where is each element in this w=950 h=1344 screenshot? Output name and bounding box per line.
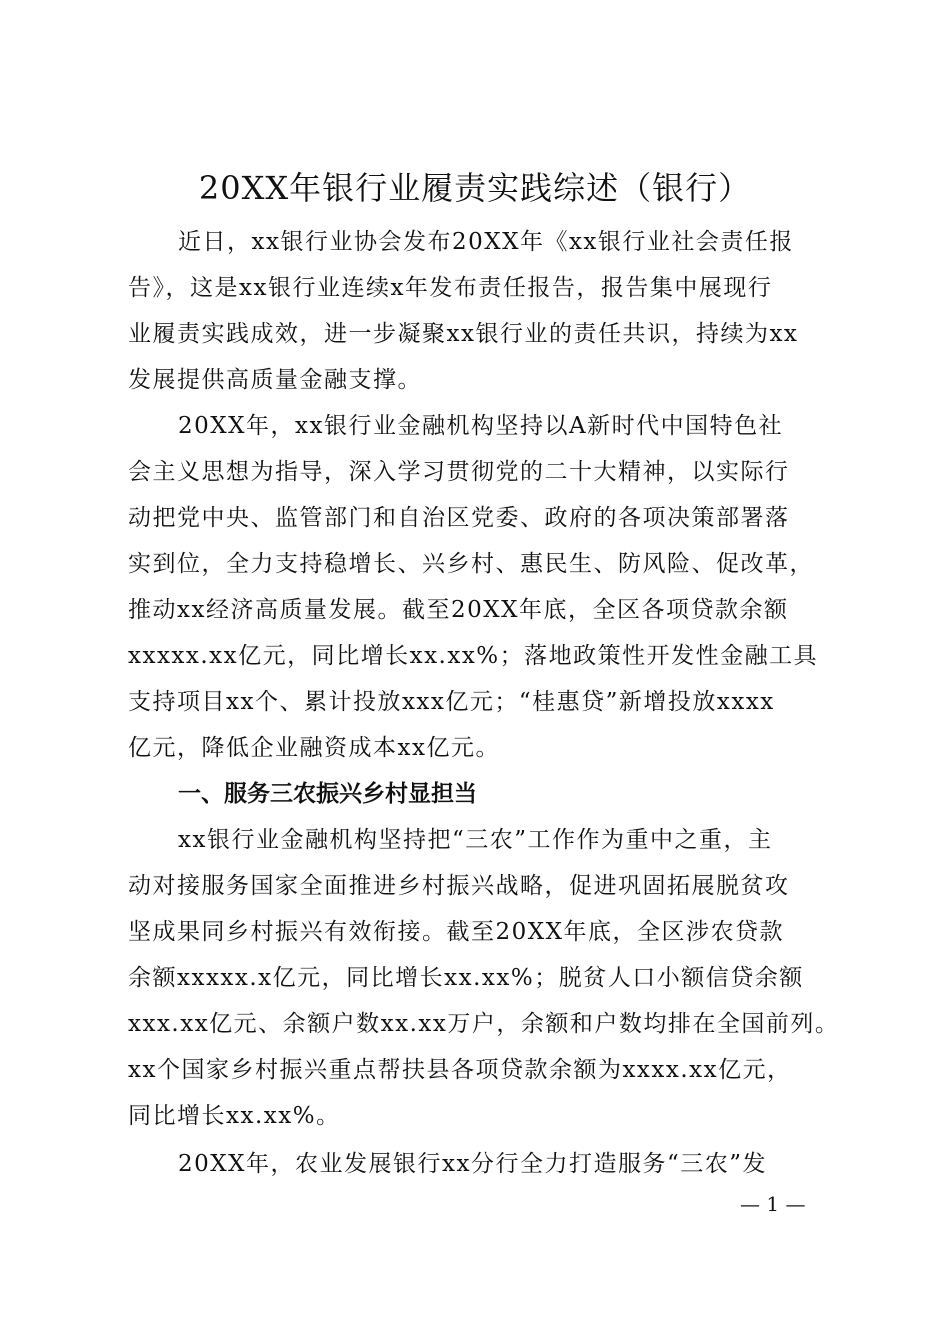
paragraph-3-line-7: 同比增长xx.xx%。 bbox=[128, 1103, 341, 1129]
paragraph-3-line-6: xx个国家乡村振兴重点帮扶县各项贷款余额为xxxx.xx亿元， bbox=[128, 1057, 792, 1083]
paragraph-1-line-2: 告》，这是xx银行业连续x年发布责任报告，报告集中展现行 bbox=[128, 275, 773, 301]
paragraph-4-line-1: 20XX年，农业发展银行xx分行全力打造服务“三农”发 bbox=[178, 1151, 767, 1177]
section-1-heading: 一、服务三农振兴乡村显担当 bbox=[178, 781, 477, 807]
paragraph-3-line-2: 动对接服务国家全面推进乡村振兴战略，促进巩固拓展脱贫攻 bbox=[128, 873, 790, 899]
paragraph-2-line-6: xxxxx.xx亿元，同比增长xx.xx%；落地政策性开发性金融工具 bbox=[128, 643, 819, 669]
paragraph-2-line-4: 实到位，全力支持稳增长、兴乡村、惠民生、防风险、促改革， bbox=[128, 551, 814, 577]
paragraph-3-line-5: xxx.xx亿元、余额户数xx.xx万户，余额和户数均排在全国前列。 bbox=[128, 1011, 840, 1037]
paragraph-3-line-4: 余额xxxxx.x亿元，同比增长xx.xx%；脱贫人口小额信贷余额 bbox=[128, 965, 804, 991]
paragraph-3-line-3: 坚成果同乡村振兴有效衔接。截至20XX年底，全区涉农贷款 bbox=[128, 919, 785, 945]
paragraph-3-line-1: xx银行业金融机构坚持把“三农”工作作为重中之重，主 bbox=[178, 827, 773, 853]
document-title: 20XX年银行业履责实践综述（银行） bbox=[198, 169, 752, 207]
paragraph-2-line-5: 推动xx经济高质量发展。截至20XX年底，全区各项贷款余额 bbox=[128, 597, 789, 623]
paragraph-1-line-3: 业履责实践成效，进一步凝聚xx银行业的责任共识，持续为xx bbox=[128, 321, 799, 347]
paragraph-1-line-4: 发展提供高质量金融支撑。 bbox=[128, 367, 422, 393]
paragraph-1-line-1: 近日，xx银行业协会发布20XX年《xx银行业社会责任报 bbox=[178, 229, 794, 255]
paragraph-2-line-2: 会主义思想为指导，深入学习贯彻党的二十大精神，以实际行 bbox=[128, 459, 790, 485]
paragraph-2-line-1: 20XX年，xx银行业金融机构坚持以A新时代中国特色社 bbox=[178, 413, 784, 439]
paragraph-2-line-8: 亿元，降低企业融资成本xx亿元。 bbox=[128, 735, 500, 761]
paragraph-2-line-7: 支持项目xx个、累计投放xxx亿元；“桂惠贷”新增投放xxxx bbox=[128, 689, 775, 715]
page-number: — 1 — bbox=[740, 1192, 806, 1216]
paragraph-2-line-3: 动把党中央、监管部门和自治区党委、政府的各项决策部署落 bbox=[128, 505, 790, 531]
